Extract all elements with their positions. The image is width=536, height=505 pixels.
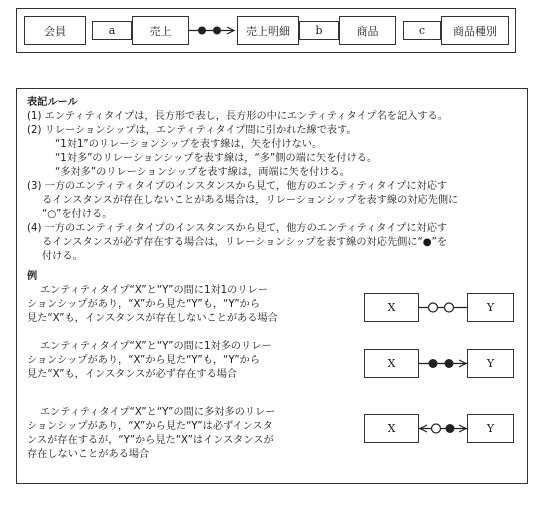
rule-1: (1) エンティティタイプは，長方形で表し，長方形の中にエンティティタイプ名を記入する。	[27, 111, 448, 122]
rule-2-one-to-one: “1対1”のリレーションシップを表す線は，矢を付けない。	[55, 139, 323, 150]
blank-c: c	[403, 21, 441, 40]
example-2-entity-y: Y	[467, 349, 514, 378]
blank-a: a	[92, 21, 132, 40]
example-1-line-1: エンティティタイプ“X”と“Y”の間に1対1のリレー	[40, 285, 268, 296]
example-1-entity-x: X	[364, 293, 419, 322]
entity-member: 会員	[24, 16, 86, 45]
example-3-entity-y: Y	[467, 414, 514, 443]
example-3-line-1: エンティティタイプ“X”と“Y”の間に多対多のリレー	[40, 407, 276, 418]
rule-3-line-3: “○”を付ける。	[42, 209, 113, 220]
example-1-line-2: ションシップがあり，“X”から見た“Y”も，“Y”から	[27, 299, 261, 310]
example-1-line-3: 見た“X”も，インスタンスが存在しないことがある場合	[27, 313, 278, 324]
example-2-line-2: ションシップがあり，“X”から見た“Y”も，“Y”から	[27, 355, 261, 366]
example-3-line-2: ションシップがあり，“X”から見た“Y”は必ずインスタ	[27, 421, 273, 432]
example-3-line-3: ンスが存在するが，“Y”から見た“X”はインスタンスが	[27, 435, 274, 446]
rule-2-many-to-many: “多対多”のリレーションシップを表す線は，両端に矢を付ける。	[55, 167, 350, 178]
entity-sales-detail: 売上明細	[237, 16, 299, 45]
entity-product: 商品	[339, 16, 396, 45]
entity-product-category: 商品種別	[441, 16, 509, 45]
example-3-connector	[419, 414, 467, 443]
example-3-line-4: 存在しないことがある場合	[27, 449, 150, 460]
rules-heading: 表記ルール	[27, 97, 78, 108]
blank-b: b	[299, 21, 339, 40]
example-3-entity-x: X	[364, 414, 419, 443]
entity-sales: 売上	[132, 16, 189, 45]
rule-2: (2) リレーションシップは，エンティティタイプ間に引かれた線で表す。	[27, 125, 357, 136]
rule-4-line-3: 付ける。	[42, 251, 83, 262]
example-2-line-3: 見た“X”も，インスタンスが必ず存在する場合	[27, 369, 238, 380]
example-2-connector	[419, 349, 467, 378]
sales-to-sales-detail-connector	[189, 16, 237, 45]
example-2-line-1: エンティティタイプ“X”と“Y”の間に1対多のリレー	[40, 341, 272, 352]
examples-heading: 例	[27, 271, 38, 282]
example-1-connector	[419, 293, 467, 322]
rule-4-line-1: (4) 一方のエンティティタイプのインスタンスから見て，他方のエンティティタイプに対応す	[27, 223, 448, 234]
example-2-entity-x: X	[364, 349, 419, 378]
rule-2-one-to-many: “1対多”のリレーションシップを表す線は，“多”側の端に矢を付ける。	[55, 153, 378, 164]
rule-4-line-2: るインスタンスが必ず存在する場合は，リレーションシップを表す線の対応先側に“●”を	[42, 237, 448, 248]
rule-3-line-2: るインスタンスが存在しないことがある場合は，リレーションシップを表す線の対応先側に	[42, 195, 459, 206]
rule-3-line-1: (3) 一方のエンティティタイプのインスタンスから見て，他方のエンティティタイプに対応す	[27, 181, 448, 192]
example-1-entity-y: Y	[467, 293, 514, 322]
